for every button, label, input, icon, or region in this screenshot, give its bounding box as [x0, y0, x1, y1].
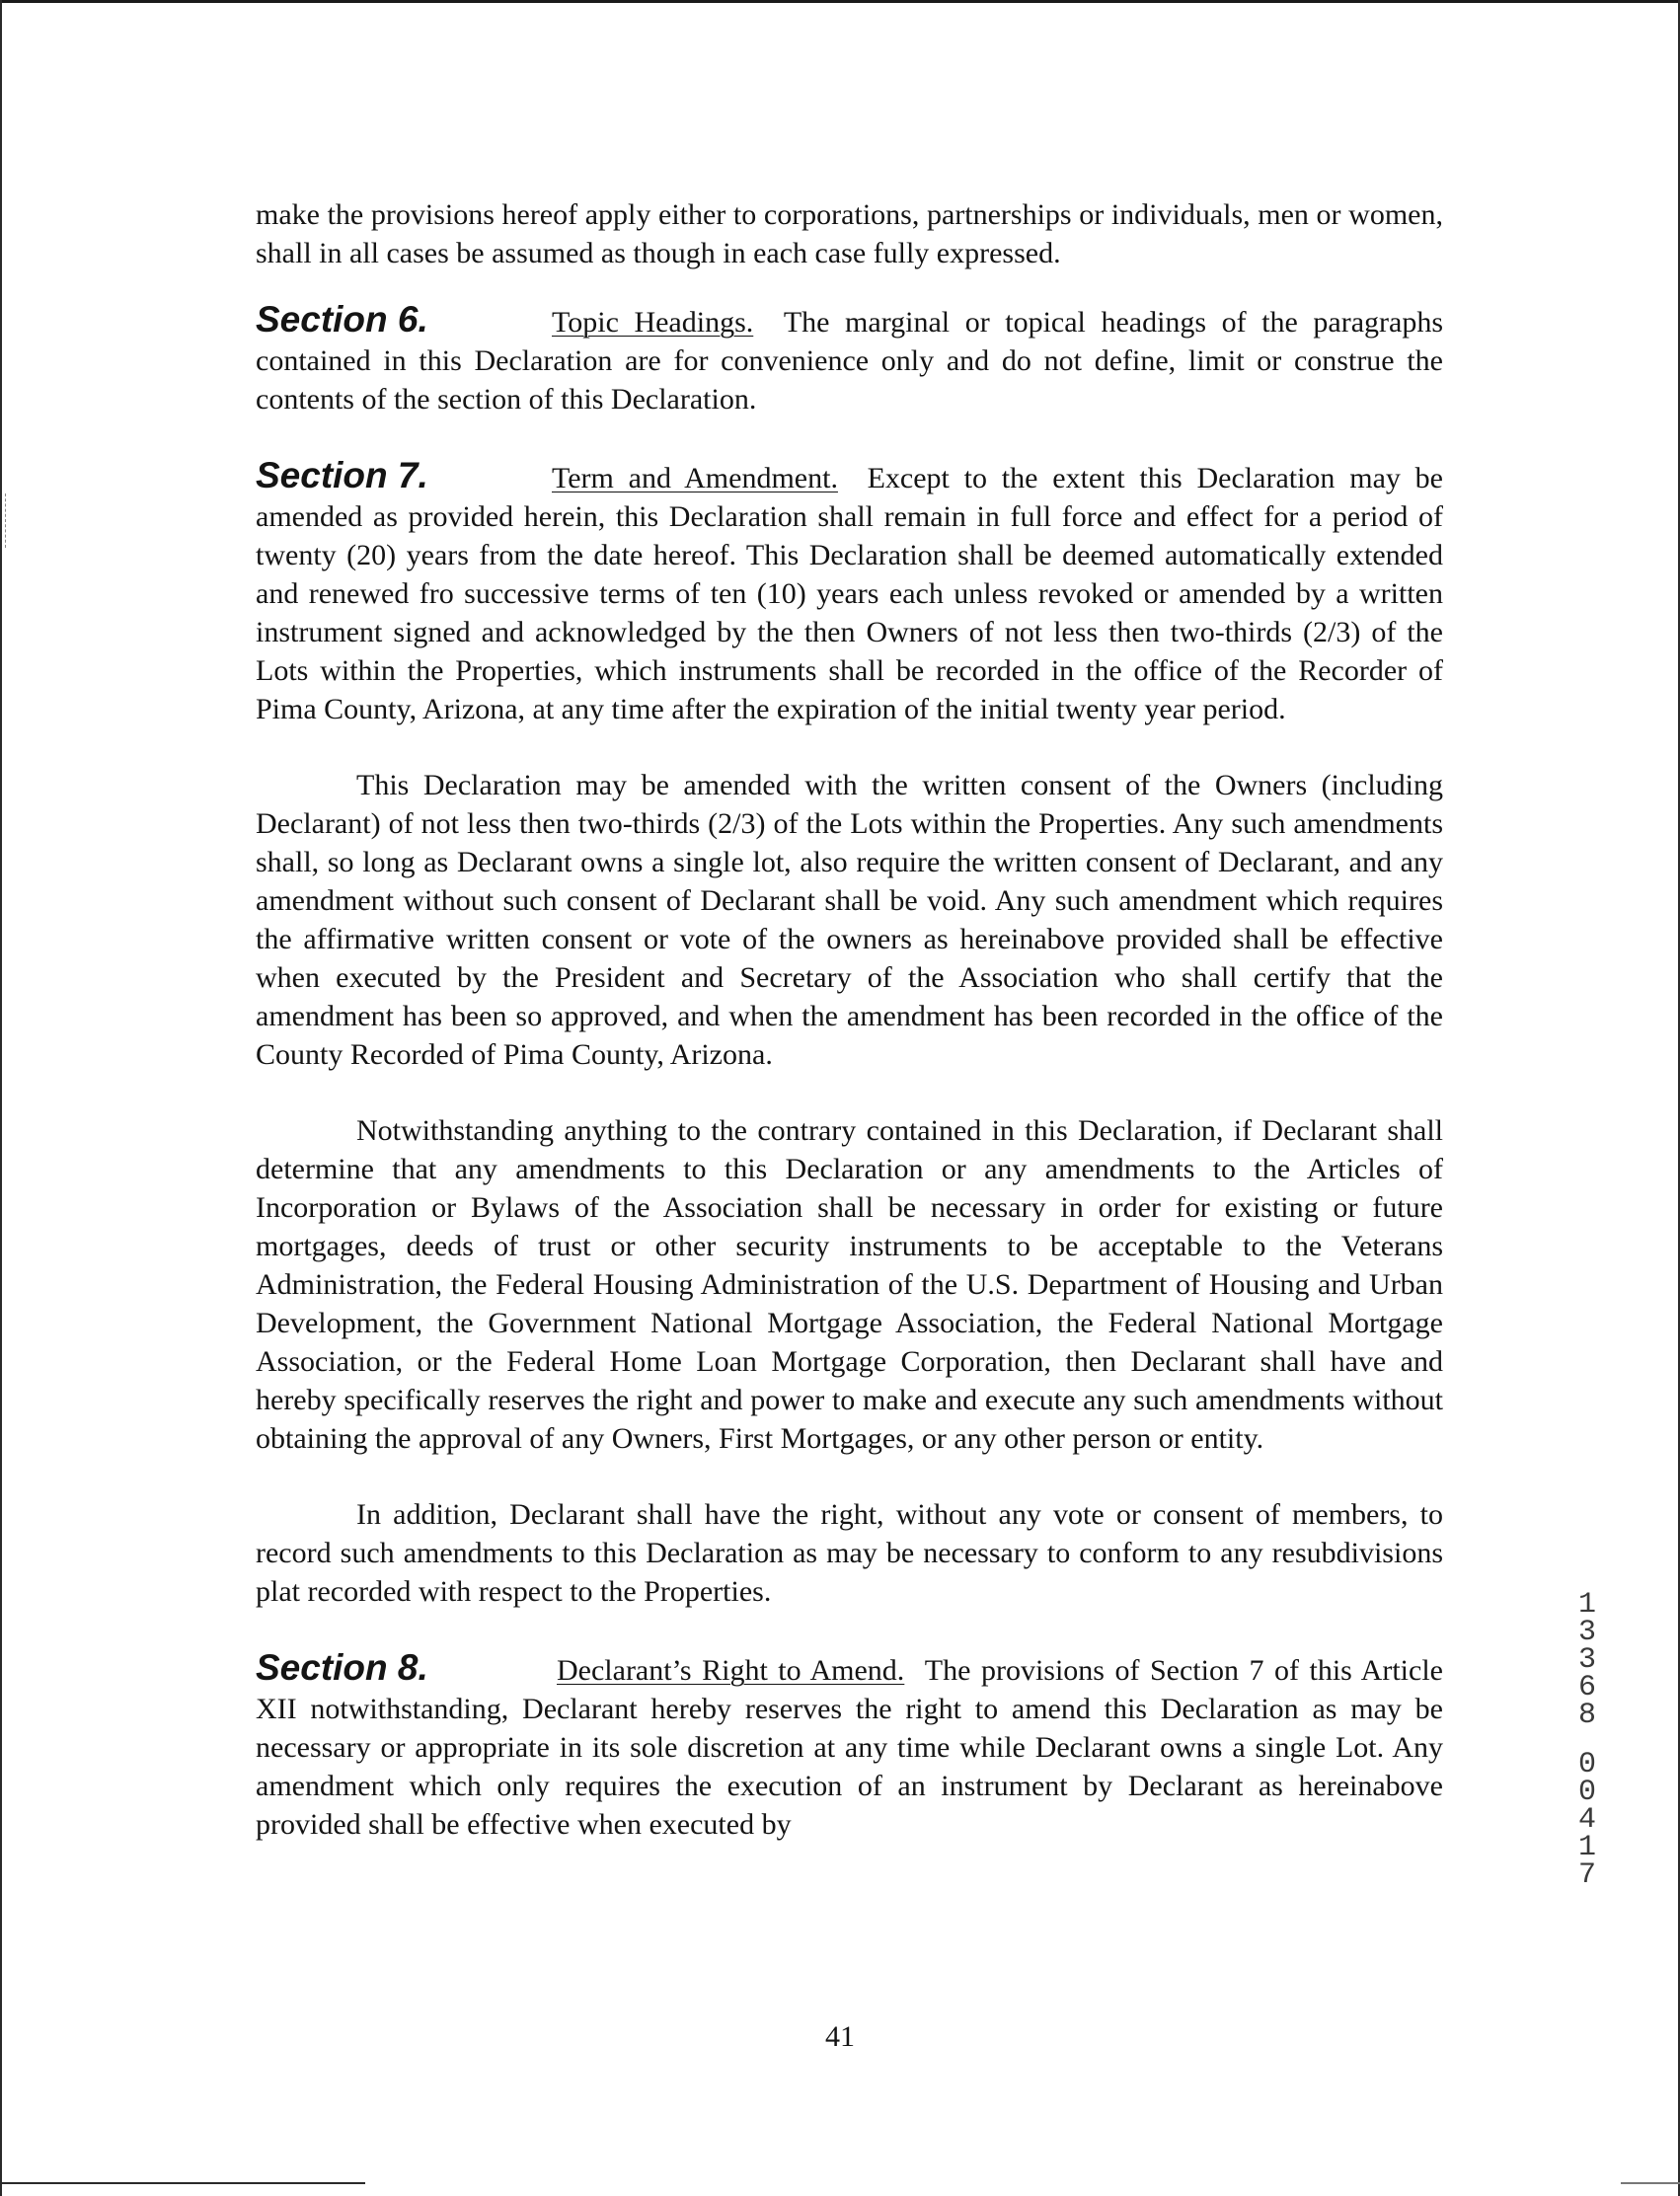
- section-8-text: The provisions of Section 7 of this Article XII notwithstanding, Declarant hereby reserves the right to amend this Declaration as may be necessary or appropriate in its sole discretion at any time while Declarant owns a single Lot. Any amendment which only requires the execution of an instrument by Declarant as hereinabove provided shall be effective when executed by: [256, 1654, 1443, 1841]
- document-body: [256, 195, 1443, 1881]
- section-6: [256, 300, 1443, 418]
- section-7-paragraph-notwithstanding: Notwithstanding anything to the contrary contained in this Declaration, if Declarant shall determine that any amendments to this Declaration or any amendments to the Articles of Incorporation or Bylaws of the Association shall be necessary in order for existing or future mortgages, deeds of trust or other security instruments to be acceptable to the Veterans Administration, the Federal Housing Administration of the U.S. Department of Housing and Urban Development, the Government National Mortgage Association, the Federal National Mortgage Association, or the Federal Home Loan Mortgage Corporation, then Declarant shall have and hereby specifically reserves the right and power to make and execute any such amendments without obtaining the approval of any Owners, First Mortgages, or any other person or entity.: [256, 1114, 1443, 1455]
- stamp-digit: 3: [1577, 1643, 1596, 1677]
- opening-paragraph: make the provisions hereof apply either to corporations, partnerships or individuals, men or women, shall in all cases be assumed as though in each case fully expressed.: [256, 198, 1443, 269]
- section-6-label: Section 6.: [256, 299, 428, 340]
- section-7-title: Term and Amendment.: [552, 462, 838, 494]
- section-7: [256, 456, 1443, 728]
- section-7-paragraph-in-addition: In addition, Declarant shall have the right, without any vote or consent of members, to record such amendments to this Declaration as may be necessary to conform to any resubdivisions plat recorded with respect to the Properties.: [256, 1498, 1443, 1608]
- section-8: [256, 1648, 1443, 1844]
- stamp-digit: 7: [1577, 1858, 1596, 1892]
- margin-tick: [0, 493, 6, 548]
- section-7-text: Except to the extent this Declaration may be amended as provided herein, this Declaration shall remain in full force and effect for a period of twenty (20) years from the date hereof. This Declaration shall be deemed automatically extended and renewed fro successive terms of ten (10) years each unless revoked or amended by a written instrument signed and acknowledged by the then Owners of not less then two-thirds (2/3) of the Lots within the Properties, which instruments shall be recorded in the office of the Recorder of Pima County, Arizona, at any time after the expiration of the initial twenty year period.: [256, 462, 1443, 725]
- stamp-digit: 0: [1577, 1776, 1596, 1809]
- recording-number-stamp: [1572, 1588, 1602, 1892]
- stamp-digit: 3: [1577, 1616, 1596, 1649]
- stamp-digit: 1: [1577, 1831, 1596, 1864]
- section-8-title: Declarant’s Right to Amend.: [557, 1654, 905, 1687]
- stamp-digit: 4: [1577, 1803, 1596, 1837]
- stamp-digit: 6: [1577, 1671, 1596, 1704]
- scan-edge-bottom: [0, 2182, 365, 2184]
- scan-edge-top: [0, 0, 1680, 3]
- stamp-digit: 8: [1577, 1699, 1596, 1732]
- section-7-label: Section 7.: [256, 455, 428, 495]
- section-6-text: The marginal or topical headings of the paragraphs contained in this Declaration are for convenience only and do not define, limit or construe the contents of the section of this Declaration.: [256, 306, 1444, 416]
- scan-edge-left: [0, 0, 2, 2196]
- section-8-label: Section 8.: [256, 1647, 428, 1688]
- section-6-title: Topic Headings.: [552, 306, 754, 339]
- section-7-paragraph-amendment-consent: This Declaration may be amended with the written consent of the Owners (including Declarant) of not less then two-thirds (2/3) of the Lots within the Properties. Any such amendments shall, so long as Declarant owns a single lot, also require the written consent of Declarant, and any amendment without such consent of Declarant shall be void. Any such amendment which requires the affirmative written consent or vote of the owners as hereinabove provided shall be effective when executed by the President and Secretary of the Association who shall certify that the amendment has been so approved, and when the amendment has been recorded in the office of the County Recorded of Pima County, Arizona.: [256, 769, 1443, 1071]
- scan-edge-bottom-right: [1621, 2182, 1680, 2184]
- page-number: 41: [825, 2020, 855, 2053]
- stamp-digit: 1: [1577, 1588, 1596, 1622]
- stamp-digit: 0: [1577, 1748, 1596, 1781]
